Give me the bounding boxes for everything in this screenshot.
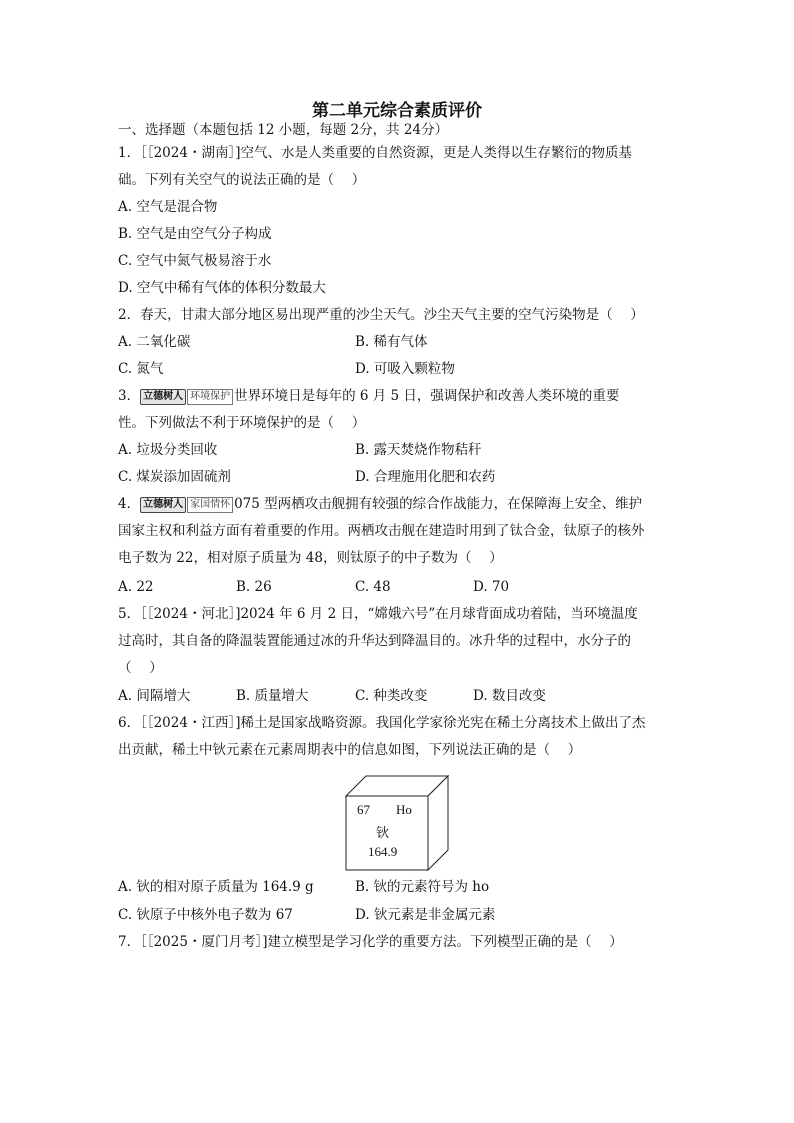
element-symbol: Ho <box>396 802 412 817</box>
page-title: 第二单元综合素质评价 <box>312 101 482 121</box>
question-3-option-a: A. 垃圾分类回收 <box>118 442 218 458</box>
question-4-option-a: A. 22 <box>118 579 154 595</box>
question-1-option-c: C. 空气中氮气极易溶于水 <box>118 253 272 269</box>
question-4-text: 075 型两栖攻击舰拥有较强的综合作战能力，在保障海上安全、维护 <box>234 496 643 512</box>
question-1-line-1: 1．［［2024・湖南］]空气、水是人类重要的自然资源，更是人类得以生存繁衍的物质基 <box>118 145 632 161</box>
question-4-option-c: C. 48 <box>355 579 391 595</box>
element-atomic-number: 67 <box>357 802 370 817</box>
question-1-option-a: A. 空气是混合物 <box>118 199 218 215</box>
question-2-option-a: A. 二氧化碳 <box>118 334 191 350</box>
question-6-option-a: A. 钬的相对原子质量为 164.9 g <box>118 879 314 895</box>
section-header: 一、选择题（本题包括 12 小题，每题 2分，共 24分） <box>118 122 449 138</box>
question-4-line-2: 国家主权和利益方面有着重要的作用。两栖攻击舰在建造时用到了钛合金，钛原子的核外 <box>118 523 645 539</box>
question-3-option-b: B. 露天焚烧作物秸秆 <box>355 442 482 458</box>
question-1-option-d: D. 空气中稀有气体的体积分数最大 <box>118 280 326 296</box>
question-2-option-d: D. 可吸入颗粒物 <box>355 361 455 377</box>
question-5-line-1: 5．［［2024・河北］]2024 年 6 月 2 日，“嫦娥六号”在月球背面成功着陆，当环境温度 <box>118 606 638 622</box>
element-name: 钬 <box>376 826 390 841</box>
question-5-option-c: C. 种类改变 <box>355 688 428 704</box>
question-3-option-d: D. 合理施用化肥和农药 <box>355 469 496 485</box>
question-5-option-a: A. 间隔增大 <box>118 688 191 704</box>
lide-shuren-tag: 立德树人 <box>140 389 186 405</box>
question-2-option-b: B. 稀有气体 <box>355 334 428 350</box>
question-1-line-2: 础。下列有关空气的说法正确的是（ ） <box>118 172 366 188</box>
question-3-option-c: C. 煤炭添加固硫剂 <box>118 469 231 485</box>
question-4-number: 4． <box>118 496 141 512</box>
question-1-option-b: B. 空气是由空气分子构成 <box>118 226 272 242</box>
question-5-line-2: 过高时，其自备的降温装置能通过冰的升华达到降温目的。冰升华的过程中，水分子的 <box>118 633 631 649</box>
question-6-option-d: D. 钬元素是非金属元素 <box>355 907 496 923</box>
question-3-number: 3． <box>118 388 141 404</box>
topic-tag: 家国情怀 <box>187 497 233 513</box>
question-6-option-c: C. 钬原子中核外电子数为 67 <box>118 907 293 923</box>
topic-tag: 环境保护 <box>187 389 233 405</box>
question-2-option-c: C. 氮气 <box>118 361 164 377</box>
question-4-option-d: D. 70 <box>473 579 510 595</box>
lide-shuren-tag: 立德树人 <box>140 497 186 513</box>
question-3-text: 世界环境日是每年的 6 月 5 日，强调保护和改善人类环境的重要 <box>234 388 620 404</box>
question-2-line-1: 2．春天，甘肃大部分地区易出现严重的沙尘天气。沙尘天气主要的空气污染物是（ ） <box>118 307 644 323</box>
question-4-line-1 <box>118 495 642 513</box>
element-atomic-mass: 164.9 <box>368 844 398 859</box>
question-4-line-3: 电子数为 22，相对原子质量为 48，则钛原子的中子数为（ ） <box>118 550 503 566</box>
question-6-line-2: 出贡献，稀土中钬元素在元素周期表中的信息如图，下列说法正确的是（ ） <box>118 742 582 758</box>
question-3-line-2: 性。下列做法不利于环境保护的是（ ） <box>118 415 366 431</box>
question-5-option-d: D. 数目改变 <box>473 688 546 704</box>
question-6-option-b: B. 钬的元素符号为 ho <box>355 879 490 895</box>
question-7-line-1: 7．［［2025・厦门月考］]建立模型是学习化学的重要方法。下列模型正确的是（ ） <box>118 934 623 950</box>
question-3-line-1 <box>118 387 619 405</box>
element-cell-figure <box>336 774 450 872</box>
question-5-option-b: B. 质量增大 <box>236 688 309 704</box>
question-5-line-3: （ ） <box>118 660 163 676</box>
question-6-line-1: 6．［［2024・江西］]稀土是国家战略资源。我国化学家徐光宪在稀土分离技术上做出了杰 <box>118 715 646 731</box>
question-4-option-b: B. 26 <box>236 579 272 595</box>
